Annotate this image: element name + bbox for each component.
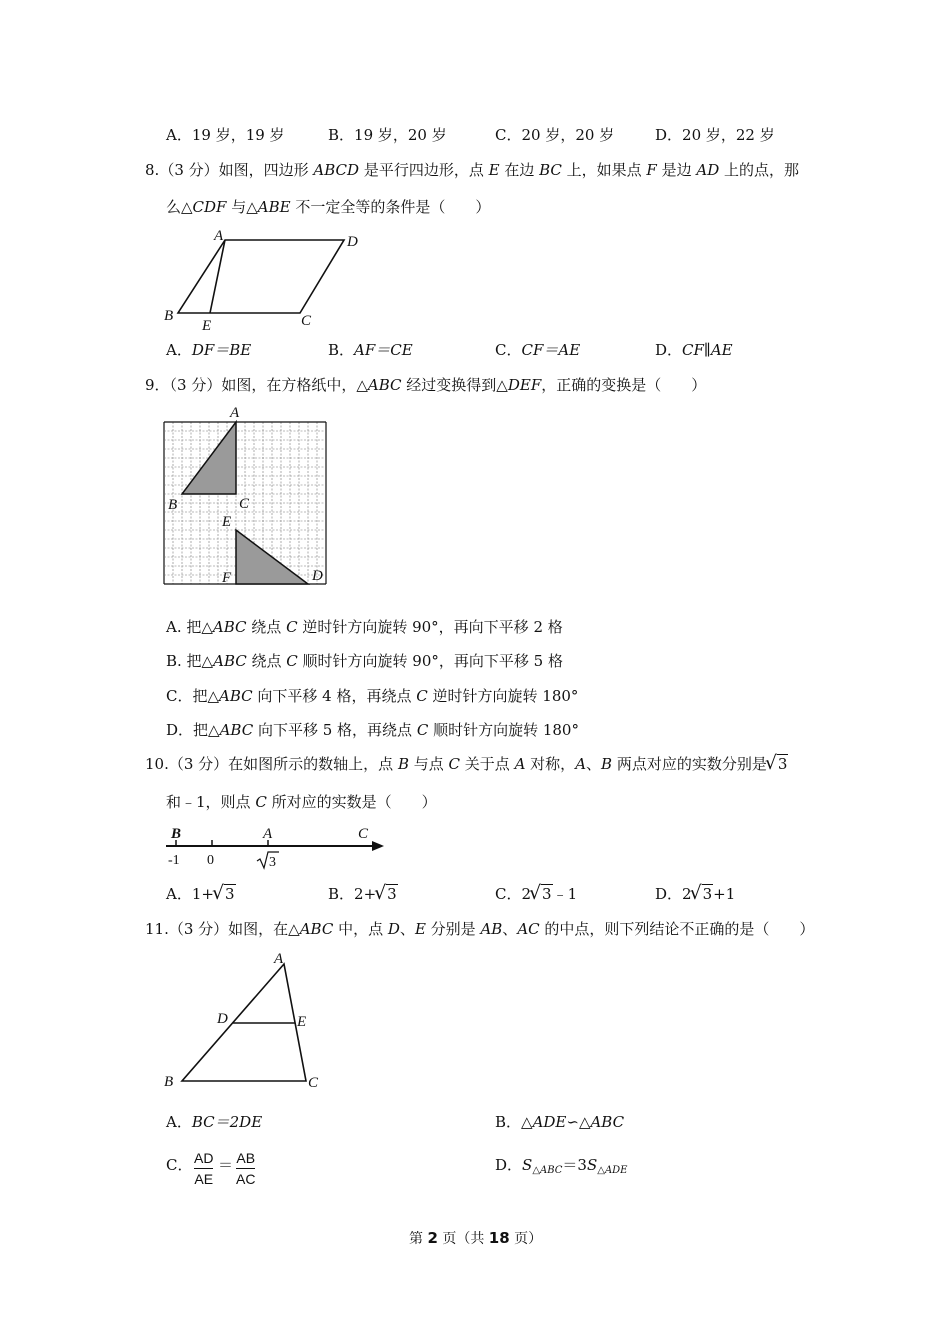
text-run: 与点 xyxy=(408,755,449,773)
q7-option-c: C．20 岁，20 岁 xyxy=(495,126,615,144)
label-c: C xyxy=(308,1075,319,1091)
q7-option-b: B．19 岁，20 岁 xyxy=(328,126,447,144)
q10-option-a: A．1+√ 3 xyxy=(166,887,236,902)
q10-stem-line1: 10.（3 分）在如图所示的数轴上，点 B 与点 C 关于点 A 对称，A、B 两点对应的实数分别是√ 3 xyxy=(145,757,788,772)
text-run: 向下平移 5 格，再绕点 xyxy=(253,721,417,739)
text-run: AD xyxy=(696,161,720,179)
text-run: 的中点，则下列结论不正确的是（ ） xyxy=(539,920,815,938)
text-run: E xyxy=(488,161,500,179)
text-run: C xyxy=(286,618,298,636)
label-a: A xyxy=(274,951,284,967)
text-run: 经过变换得到△ xyxy=(401,376,508,394)
q8-option-c: C．CF＝AE xyxy=(495,341,581,359)
q8-option-d: D．CF∥AE xyxy=(655,341,733,359)
label-c: C xyxy=(358,826,369,842)
text-run: CDF xyxy=(192,198,227,216)
label-b: B xyxy=(164,1074,174,1090)
label-minus-one: -1 xyxy=(168,853,180,868)
text-run: A xyxy=(514,755,526,773)
label-zero: 0 xyxy=(207,853,214,868)
label-f: F xyxy=(222,570,232,586)
text-run: 逆时针方向旋转 90°，再向下平移 2 格 xyxy=(297,618,563,636)
text-run: 对称， xyxy=(525,755,576,773)
label-d: D xyxy=(312,568,323,584)
text-run: 关于点 xyxy=(460,755,515,773)
q9-grid-figure xyxy=(160,402,340,588)
text-run: 在如图所示的数轴上，点 xyxy=(228,755,398,773)
text-run: 上，如果点 xyxy=(561,161,647,179)
text-run: A. 把△ xyxy=(166,618,213,636)
parallelogram-abcd xyxy=(178,240,344,313)
text-run: 如图，在方格纸中，△ xyxy=(221,376,368,394)
text-run: ABCD xyxy=(313,161,360,179)
text-run: A xyxy=(575,755,587,773)
q7-option-d: D．20 岁，22 岁 xyxy=(655,126,775,144)
text-run: 如图，四边形 xyxy=(218,161,314,179)
text-run: 和﹣1，则点 xyxy=(166,793,256,811)
q9-option-d xyxy=(166,723,579,738)
label-a: A xyxy=(263,826,273,842)
q11-option-c-fraction-2 xyxy=(236,1151,255,1186)
q11-stem: 11.（3 分）如图，在△ABC 中，点 D、E 分别是 AB、AC 的中点，则下列结论不正确的是（ ） xyxy=(145,920,815,938)
sqrt-symbol: √ 3 xyxy=(692,887,714,902)
text-run: BC xyxy=(539,161,562,179)
q11-option-c-fraction-1 xyxy=(194,1151,213,1186)
page-footer: 第 2 页（共 18 页） xyxy=(409,1229,543,1247)
sqrt-symbol: √ 3 xyxy=(214,887,236,902)
q10-stem-line2 xyxy=(166,795,437,810)
q11-option-c-letter: C． xyxy=(166,1156,193,1174)
text-run: F xyxy=(646,161,657,179)
text-run: 向下平移 4 格，再绕点 xyxy=(252,687,417,705)
text-run: D xyxy=(387,920,400,938)
text-run: AB xyxy=(480,920,503,938)
label-root-radicand: 3 xyxy=(269,855,276,870)
label-c: C xyxy=(301,313,312,329)
text-run: ABE xyxy=(257,198,291,216)
q10-option-c: C．2√ 3﹣1 xyxy=(495,887,577,902)
numerator: AB xyxy=(236,1150,256,1166)
q7-option-a: A．19 岁，19 岁 xyxy=(166,126,285,144)
q11-option-b: B．△ADE∽△ABC xyxy=(495,1113,625,1131)
q9-option-b xyxy=(166,654,563,669)
text-run: 中，点 xyxy=(333,920,388,938)
label-e: E xyxy=(202,318,212,334)
q10-option-d: D．2√ 3+1 xyxy=(655,887,735,902)
sqrt-symbol: √ 3 xyxy=(531,887,553,902)
text-run: 绕点 xyxy=(246,618,287,636)
q11-option-a: A．BC＝2DE xyxy=(166,1113,263,1131)
q9-option-c xyxy=(166,689,578,704)
text-run: C xyxy=(448,755,461,773)
text-run: 么△ xyxy=(166,198,193,216)
sqrt-symbol: √ 3 xyxy=(767,757,789,772)
text-run: ABC xyxy=(299,920,334,938)
text-run: 逆时针方向旋转 180° xyxy=(427,687,579,705)
text-run: B. 把△ xyxy=(166,652,214,670)
text-run: ABC xyxy=(219,721,254,739)
denominator: AE xyxy=(194,1171,214,1187)
q11-option-d: D．$S_{\triangle ABC}=3S_{\triangle ADE}$ xyxy=(495,1156,628,1176)
q8-stem-line1: 8.（3 分）如图，四边形 ABCD 是平行四边形，点 E 在边 BC 上，如果点 F 是边 AD 上的点，那 xyxy=(145,161,800,179)
label-e: E xyxy=(297,1014,307,1030)
denominator: AC xyxy=(236,1171,256,1187)
label-b: B xyxy=(171,826,182,842)
text-run: 如图，在△ xyxy=(228,920,300,938)
q9-option-a xyxy=(166,620,563,635)
text-run: 是边 xyxy=(656,161,697,179)
q10-number-line xyxy=(160,822,390,872)
label-d: D xyxy=(347,234,358,250)
axis-arrow-icon xyxy=(372,841,384,851)
text-run: 不一定全等的条件是（ ） xyxy=(290,198,491,216)
text-run: 顺时针方向旋转 180° xyxy=(428,721,579,739)
text-run: ABC xyxy=(367,376,402,394)
label-b: B xyxy=(168,497,178,513)
label-e: E xyxy=(222,514,232,530)
q8-parallelogram-figure xyxy=(160,228,370,334)
text-run: AC xyxy=(517,920,540,938)
text-run: C xyxy=(286,652,298,670)
text-run: 所对应的实数是（ ） xyxy=(266,793,437,811)
text-run: B xyxy=(601,755,613,773)
label-a: A xyxy=(214,228,224,244)
text-run: C xyxy=(416,721,429,739)
q11-option-c-equals: ＝ xyxy=(218,1156,234,1174)
label-c: C xyxy=(239,496,250,512)
text-run: E xyxy=(414,920,426,938)
text-run: C．把△ xyxy=(166,687,220,705)
text-run: ABC xyxy=(212,618,247,636)
label-d: D xyxy=(217,1011,228,1027)
q8-stem-line2 xyxy=(166,200,490,215)
text-run: 绕点 xyxy=(246,652,287,670)
q8-option-a: A．DF＝BE xyxy=(166,341,252,359)
text-run: 是平行四边形，点 xyxy=(359,161,489,179)
q11-triangle-figure xyxy=(160,948,340,1093)
text-run: C xyxy=(416,687,428,705)
text-run: DEF xyxy=(507,376,542,394)
text-run: 顺时针方向旋转 90°，再向下平移 5 格 xyxy=(297,652,563,670)
text-run: D．把△ xyxy=(166,721,220,739)
text-run: 两点对应的实数分别是 xyxy=(612,755,767,773)
text-run: ABC xyxy=(219,687,253,705)
label-a: A xyxy=(230,405,240,421)
text-run: 上的点，那 xyxy=(719,161,800,179)
text-run: 、 xyxy=(399,920,415,938)
text-run: 在边 xyxy=(499,161,540,179)
label-b: B xyxy=(164,308,174,324)
text-run: 、 xyxy=(502,920,518,938)
text-run: ，正确的变换是（ ） xyxy=(541,376,707,394)
q8-option-b: B．AF＝CE xyxy=(328,341,413,359)
text-run: B xyxy=(397,755,409,773)
numerator: AD xyxy=(194,1150,214,1166)
sqrt-symbol: √ 3 xyxy=(376,887,398,902)
q9-stem: 9．（3 分）如图，在方格纸中，△ABC 经过变换得到△DEF，正确的变换是（ ） xyxy=(145,376,707,394)
text-run: 、 xyxy=(586,755,602,773)
text-run: ABC xyxy=(213,652,247,670)
text-run: 分别是 xyxy=(425,920,481,938)
text-run: C xyxy=(255,793,267,811)
q10-option-b: B．2+√ 3 xyxy=(328,887,398,902)
text-run: 与△ xyxy=(226,198,258,216)
